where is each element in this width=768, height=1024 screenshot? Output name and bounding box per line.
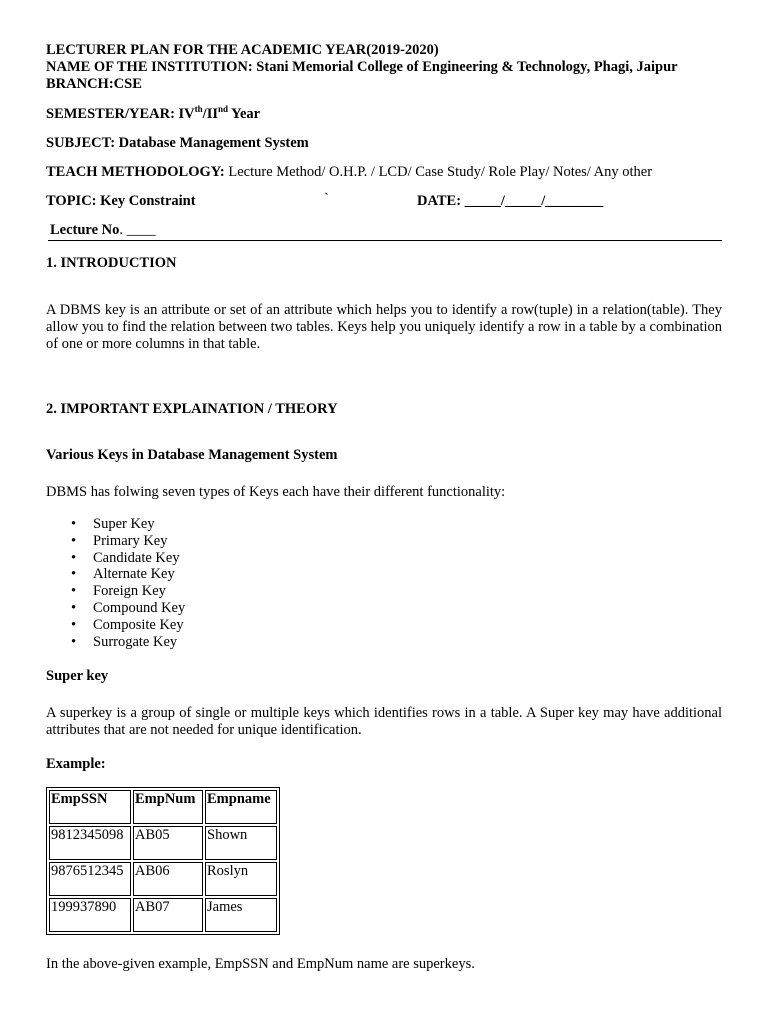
table-header-row: [49, 790, 277, 824]
semester-superscript-2: nd: [218, 104, 229, 114]
example-table: [46, 787, 280, 935]
theory-heading: 2. IMPORTANT EXPLAINATION / THEORY: [46, 401, 338, 417]
closing-paragraph: In the above-given example, EmpSSN and EmpNum name are superkeys.: [46, 956, 475, 972]
semester-end: Year: [228, 106, 261, 122]
subject-label: SUBJECT:: [46, 135, 116, 151]
table-row: [49, 898, 277, 932]
example-label: Example:: [46, 756, 106, 772]
institution-line: [46, 59, 678, 76]
table-cell: 9876512345: [49, 862, 131, 896]
introduction-paragraph: A DBMS key is an attribute or set of an attribute which helps you to identify a row(tuple) in a relation(table). They allow you to find the relation between two tables. Keys help you uniquely identify a row in a table by a combination of one or more columns in that table.: [46, 302, 722, 352]
subject-value: Database Management System: [115, 135, 309, 151]
date-field: DATE: _____/_____/________: [417, 193, 604, 209]
table-cell: Roslyn: [205, 862, 277, 896]
list-item: • Surrogate Key: [93, 634, 185, 651]
methodology-value: Lecture Method/ O.H.P. / LCD/ Case Study/ Role Play/ Notes/ Any other: [224, 164, 653, 180]
lecture-number-label: Lecture No: [50, 222, 120, 238]
list-item: • Compound Key: [93, 600, 185, 617]
table-cell: AB07: [133, 898, 203, 932]
super-key-paragraph: A superkey is a group of single or multiple keys which identifies rows in a table. A Super key may have additional attributes that are not needed for unique identification.: [46, 705, 722, 738]
lecture-number-field: [50, 222, 156, 239]
methodology-line: [46, 164, 652, 181]
lecture-number-blank: . ____: [119, 222, 156, 238]
semester-label: SEMESTER/YEAR: IV: [46, 106, 195, 122]
table-header-cell: EmpSSN: [49, 790, 131, 824]
semester-line: [46, 106, 260, 123]
institution-label: NAME OF THE INSTITUTION:: [46, 59, 253, 75]
list-item: • Foreign Key: [93, 583, 185, 600]
list-item: • Primary Key: [93, 533, 185, 550]
branch-line: BRANCH:CSE: [46, 76, 142, 92]
subject-line: [46, 135, 309, 152]
institution-value: Stani Memorial College of Engineering & Technology, Phagi, Jaipur: [252, 59, 678, 75]
list-item: • Super Key: [93, 516, 185, 533]
list-item: • Alternate Key: [93, 566, 185, 583]
list-item: • Candidate Key: [93, 550, 185, 567]
topic-field: TOPIC: Key Constraint: [46, 193, 196, 209]
document-title: LECTURER PLAN FOR THE ACADEMIC YEAR(2019-2020): [46, 42, 439, 58]
table-header-cell: EmpNum: [133, 790, 203, 824]
table-row: [49, 862, 277, 896]
table-cell: 9812345098: [49, 826, 131, 860]
table-cell: James: [205, 898, 277, 932]
super-key-heading: Super key: [46, 668, 109, 684]
list-item: • Composite Key: [93, 617, 185, 634]
table-cell: 199937890: [49, 898, 131, 932]
various-keys-intro: DBMS has folwing seven types of Keys each have their different functionality:: [46, 484, 506, 500]
table-cell: AB05: [133, 826, 203, 860]
table-row: [49, 826, 277, 860]
table-header-cell: Empname: [205, 790, 277, 824]
methodology-label: TEACH METHODOLOGY:: [46, 164, 225, 180]
various-keys-heading: Various Keys in Database Management System: [46, 447, 338, 463]
introduction-heading: 1. INTRODUCTION: [46, 255, 177, 271]
table-cell: Shown: [205, 826, 277, 860]
key-types-list: [46, 516, 185, 650]
table-cell: AB06: [133, 862, 203, 896]
semester-superscript-1: th: [194, 104, 203, 114]
semester-mid: /II: [202, 106, 218, 122]
header-divider: [48, 240, 722, 241]
stray-backtick: `: [324, 191, 329, 207]
